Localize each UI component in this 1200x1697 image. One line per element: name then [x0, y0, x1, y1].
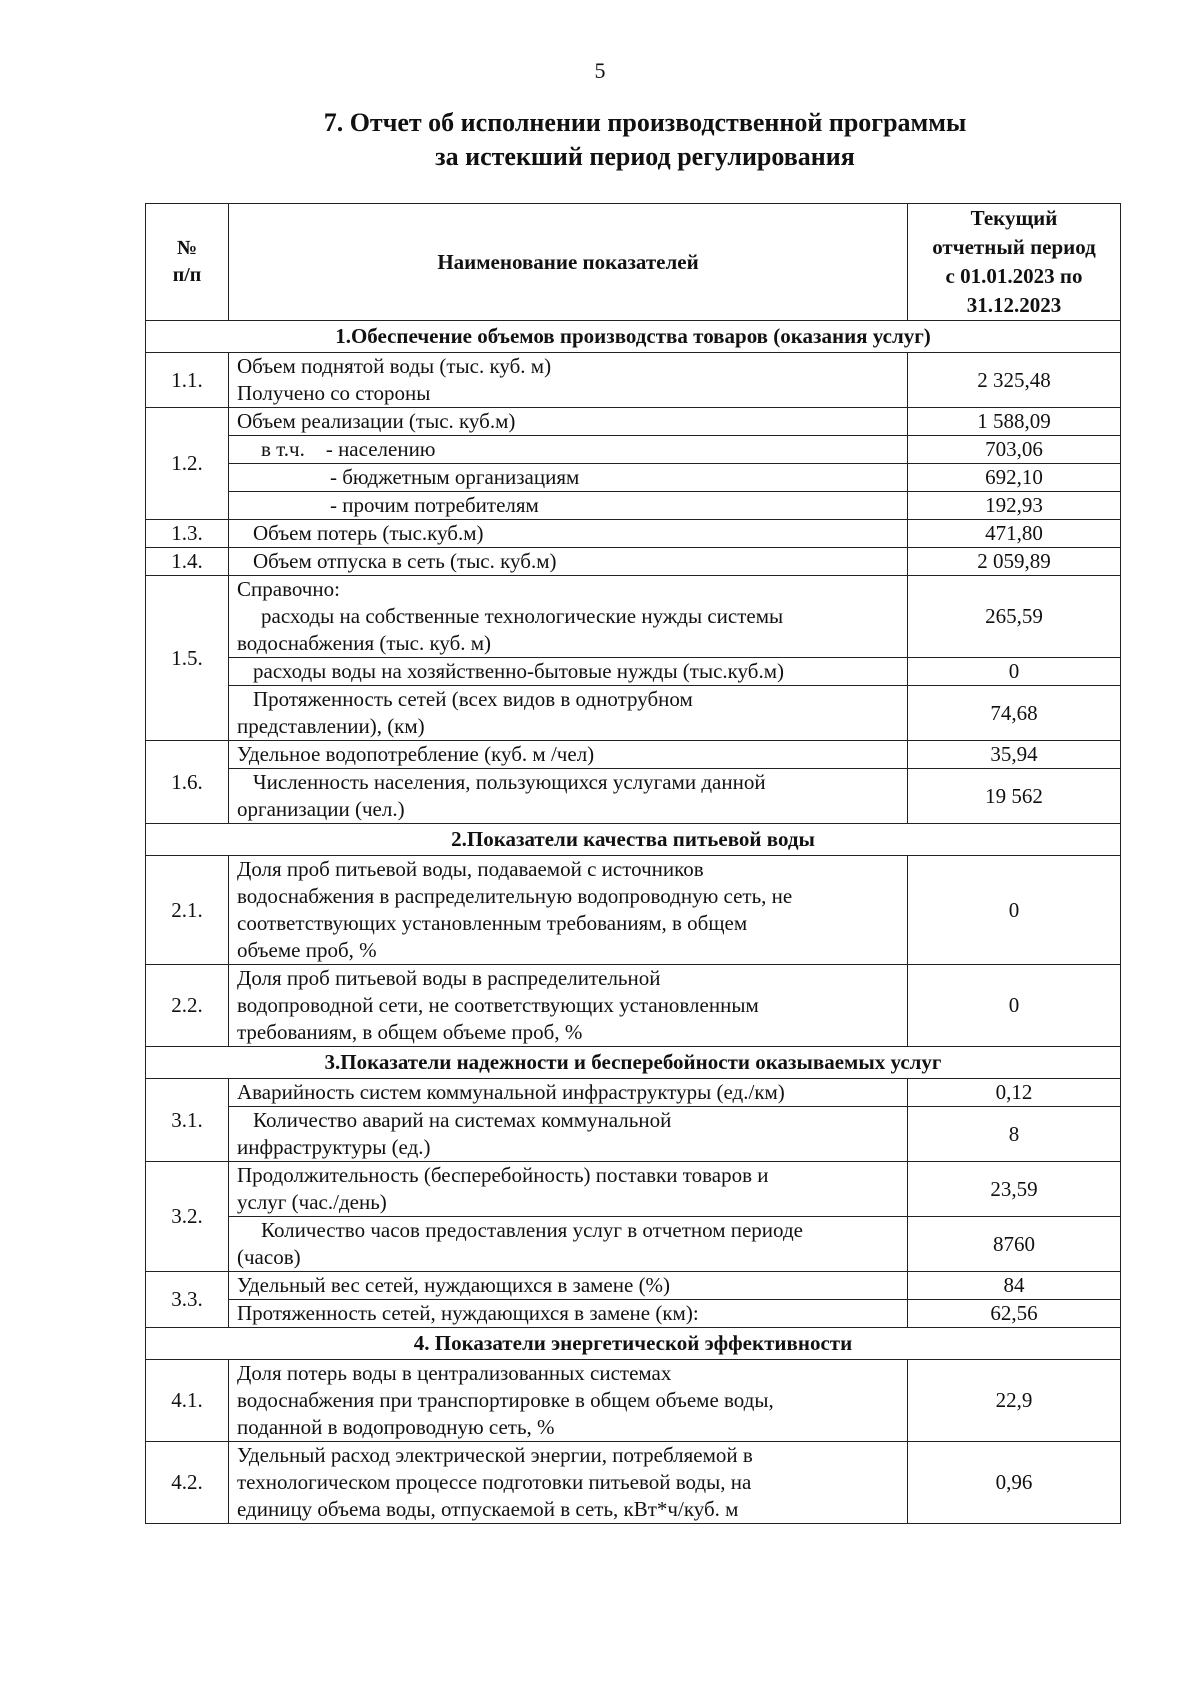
section-3-title: 3.Показатели надежности и бесперебойности оказываемых услуг: [146, 1047, 1121, 1079]
indicator-value: 0,96: [908, 1442, 1121, 1524]
indicator-name: Протяженность сетей (всех видов в однотрубном представлении), (км): [229, 686, 908, 741]
table-row: [146, 492, 1121, 520]
indicator-value: 23,59: [908, 1162, 1121, 1217]
indicator-name: Аварийность систем коммунальной инфраструктуры (ед./км): [229, 1079, 908, 1107]
section-1-title: 1.Обеспечение объемов производства товаров (оказания услуг): [146, 321, 1121, 353]
section-row: [146, 321, 1121, 353]
indicator-name: - бюджетным организациям: [229, 464, 908, 492]
table-row: [146, 1442, 1121, 1524]
table-header-row: [146, 204, 1121, 321]
indicator-value: 692,10: [908, 464, 1121, 492]
indicator-name: Объем отпуска в сеть (тыс. куб.м): [229, 548, 908, 576]
indicator-name: Доля проб питьевой воды в распределительной водопроводной сети, не соответствующих установленным требованиям, в общем объеме проб, %: [229, 965, 908, 1047]
row-number: 4.1.: [146, 1360, 229, 1442]
table-row: [146, 408, 1121, 436]
title-line-2: за истекший период регулирования: [435, 142, 855, 171]
row-number: 3.3.: [146, 1272, 229, 1328]
indicator-value: 703,06: [908, 436, 1121, 464]
table-row: [146, 965, 1121, 1047]
row-number: 1.3.: [146, 520, 229, 548]
section-row: [146, 1328, 1121, 1360]
indicator-name: в т.ч. - населению: [229, 436, 908, 464]
indicator-value: 2 059,89: [908, 548, 1121, 576]
section-row: [146, 824, 1121, 856]
row-number: 1.4.: [146, 548, 229, 576]
row-number: 1.2.: [146, 408, 229, 520]
table-row: [146, 548, 1121, 576]
indicator-value: 265,59: [908, 576, 1121, 658]
row-number: 3.2.: [146, 1162, 229, 1272]
header-period: Текущий отчетный период с 01.01.2023 по 31.12.2023: [908, 204, 1121, 321]
table-row: [146, 686, 1121, 741]
row-number: 2.2.: [146, 965, 229, 1047]
indicator-value: 62,56: [908, 1300, 1121, 1328]
indicator-value: 19 562: [908, 769, 1121, 824]
indicator-name: Объем потерь (тыс.куб.м): [229, 520, 908, 548]
table-row: [146, 741, 1121, 769]
table-row: [146, 1079, 1121, 1107]
page-number: 5: [594, 58, 606, 83]
table-row: [146, 353, 1121, 408]
table-row: [146, 1107, 1121, 1162]
row-number: 3.1.: [146, 1079, 229, 1162]
indicator-name: Удельное водопотребление (куб. м /чел): [229, 741, 908, 769]
indicator-value: 35,94: [908, 741, 1121, 769]
row-number: 1.5.: [146, 576, 229, 741]
indicator-name: Объем поднятой воды (тыс. куб. м) Получено со стороны: [229, 353, 908, 408]
indicator-name: - прочим потребителям: [229, 492, 908, 520]
table-row: [146, 1162, 1121, 1217]
indicator-name: расходы воды на хозяйственно-бытовые нужды (тыс.куб.м): [229, 658, 908, 686]
indicator-name: Протяженность сетей, нуждающихся в замене (км):: [229, 1300, 908, 1328]
indicator-value: 0: [908, 965, 1121, 1047]
table-row: [146, 769, 1121, 824]
indicator-value: 84: [908, 1272, 1121, 1300]
row-number: 4.2.: [146, 1442, 229, 1524]
table-row: [146, 436, 1121, 464]
indicator-value: 74,68: [908, 686, 1121, 741]
indicator-name: Доля потерь воды в централизованных системах водоснабжения при транспортировке в общем объеме воды, поданной в водопроводную сеть, %: [229, 1360, 908, 1442]
header-num: № п/п: [146, 204, 229, 321]
indicator-name: Удельный расход электрической энергии, потребляемой в технологическом процессе подготовки питьевой воды, на единицу объема воды, отпускаемой в сеть, кВт*ч/куб. м: [229, 1442, 908, 1524]
indicator-value: 471,80: [908, 520, 1121, 548]
table-row: [146, 1300, 1121, 1328]
page-title: [0, 106, 1200, 174]
indicator-name: Объем реализации (тыс. куб.м): [229, 408, 908, 436]
table-row: [146, 520, 1121, 548]
section-row: [146, 1047, 1121, 1079]
indicator-name: Количество аварий на системах коммунальной инфраструктуры (ед.): [229, 1107, 908, 1162]
indicator-value: 0: [908, 856, 1121, 965]
row-number: 2.1.: [146, 856, 229, 965]
table-row: [146, 1360, 1121, 1442]
indicator-name: Количество часов предоставления услуг в отчетном периоде (часов): [229, 1217, 908, 1272]
indicator-name: Доля проб питьевой воды, подаваемой с источников водоснабжения в распределительную водопроводную сеть, не соответствующих установленным требованиям, в общем объеме проб, %: [229, 856, 908, 965]
header-name: Наименование показателей: [229, 204, 908, 321]
table-row: [146, 464, 1121, 492]
indicator-name: Продолжительность (бесперебойность) поставки товаров и услуг (час./день): [229, 1162, 908, 1217]
row-number: 1.1.: [146, 353, 229, 408]
row-number: 1.6.: [146, 741, 229, 824]
indicator-name: Удельный вес сетей, нуждающихся в замене (%): [229, 1272, 908, 1300]
indicator-value: 0,12: [908, 1079, 1121, 1107]
table-row: [146, 856, 1121, 965]
indicator-value: 8: [908, 1107, 1121, 1162]
indicator-value: 0: [908, 658, 1121, 686]
indicator-name: Справочно: расходы на собственные технологические нужды системы водоснабжения (тыс. куб. м): [229, 576, 908, 658]
section-2-title: 2.Показатели качества питьевой воды: [146, 824, 1121, 856]
table-row: [146, 658, 1121, 686]
indicator-value: 2 325,48: [908, 353, 1121, 408]
table-row: [146, 576, 1121, 658]
indicator-value: 1 588,09: [908, 408, 1121, 436]
table-row: [146, 1217, 1121, 1272]
section-4-title: 4. Показатели энергетической эффективности: [146, 1328, 1121, 1360]
indicator-name: Численность населения, пользующихся услугами данной организации (чел.): [229, 769, 908, 824]
report-table: [145, 203, 1121, 1524]
indicator-value: 8760: [908, 1217, 1121, 1272]
title-line-1: 7. Отчет об исполнении производственной программы: [323, 108, 967, 137]
indicator-value: 22,9: [908, 1360, 1121, 1442]
table-row: [146, 1272, 1121, 1300]
indicator-value: 192,93: [908, 492, 1121, 520]
